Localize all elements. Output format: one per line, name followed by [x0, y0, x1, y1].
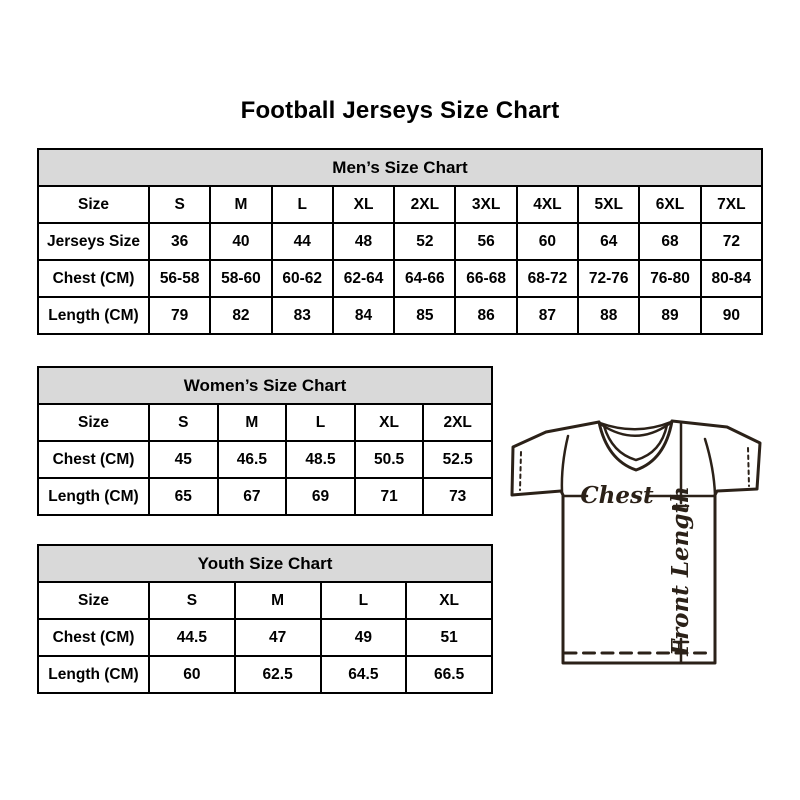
jersey-outline — [512, 421, 760, 663]
value-cell: 64.5 — [321, 656, 407, 693]
table-row — [38, 656, 492, 693]
value-cell: 62-64 — [333, 260, 394, 297]
row-label: Chest (CM) — [38, 619, 149, 656]
value-cell: 58-60 — [210, 260, 271, 297]
value-cell: 36 — [149, 223, 210, 260]
left-cuff-dashed-line — [520, 452, 521, 490]
value-cell: 62.5 — [235, 656, 321, 693]
value-cell: 52.5 — [423, 441, 492, 478]
value-cell: 52 — [394, 223, 455, 260]
jersey-left-sleeve-seam — [562, 436, 568, 492]
value-cell: 2XL — [394, 186, 455, 223]
value-cell: 47 — [235, 619, 321, 656]
value-cell: XL — [355, 404, 424, 441]
value-cell: 7XL — [701, 186, 762, 223]
value-cell: 73 — [423, 478, 492, 515]
value-cell: XL — [406, 582, 492, 619]
value-cell: 48.5 — [286, 441, 355, 478]
table-row — [38, 582, 492, 619]
womens-size-table — [37, 366, 493, 516]
youth-size-table — [37, 544, 493, 694]
table-row — [38, 441, 492, 478]
page-title: Football Jerseys Size Chart — [240, 97, 560, 124]
value-cell: 69 — [286, 478, 355, 515]
value-cell: L — [321, 582, 407, 619]
value-cell: 67 — [218, 478, 287, 515]
table-row — [38, 186, 762, 223]
value-cell: M — [210, 186, 271, 223]
womens-table-title: Women’s Size Chart — [38, 367, 492, 404]
value-cell: 51 — [406, 619, 492, 656]
value-cell: 64-66 — [394, 260, 455, 297]
value-cell: M — [235, 582, 321, 619]
value-cell: M — [218, 404, 287, 441]
value-cell: 56-58 — [149, 260, 210, 297]
value-cell: 90 — [701, 297, 762, 334]
value-cell: 66-68 — [455, 260, 516, 297]
value-cell: 46.5 — [218, 441, 287, 478]
chest-label: Chest — [580, 482, 654, 509]
womens-title-row — [38, 367, 492, 404]
table-row — [38, 404, 492, 441]
value-cell: 71 — [355, 478, 424, 515]
jersey-right-sleeve-seam — [705, 439, 715, 495]
value-cell: 89 — [639, 297, 700, 334]
value-cell: 44 — [272, 223, 333, 260]
value-cell: S — [149, 404, 218, 441]
value-cell: 6XL — [639, 186, 700, 223]
value-cell: 56 — [455, 223, 516, 260]
value-cell: XL — [333, 186, 394, 223]
table-row — [38, 478, 492, 515]
value-cell: 66.5 — [406, 656, 492, 693]
right-cuff-dashed-line — [748, 448, 749, 486]
value-cell: 45 — [149, 441, 218, 478]
value-cell: 40 — [210, 223, 271, 260]
value-cell: 44.5 — [149, 619, 235, 656]
value-cell: L — [272, 186, 333, 223]
row-label: Length (CM) — [38, 297, 149, 334]
value-cell: 72 — [701, 223, 762, 260]
value-cell: 5XL — [578, 186, 639, 223]
value-cell: 50.5 — [355, 441, 424, 478]
value-cell: 82 — [210, 297, 271, 334]
value-cell: S — [149, 186, 210, 223]
value-cell: 2XL — [423, 404, 492, 441]
mens-table-title: Men’s Size Chart — [38, 149, 762, 186]
value-cell: 80-84 — [701, 260, 762, 297]
row-label: Chest (CM) — [38, 260, 149, 297]
row-label: Size — [38, 404, 149, 441]
value-cell: 3XL — [455, 186, 516, 223]
mens-title-row — [38, 149, 762, 186]
value-cell: 49 — [321, 619, 407, 656]
value-cell: L — [286, 404, 355, 441]
value-cell: 83 — [272, 297, 333, 334]
value-cell: S — [149, 582, 235, 619]
mens-size-table — [37, 148, 763, 335]
value-cell: 79 — [149, 297, 210, 334]
row-label: Length (CM) — [38, 478, 149, 515]
row-label: Length (CM) — [38, 656, 149, 693]
value-cell: 84 — [333, 297, 394, 334]
value-cell: 87 — [517, 297, 578, 334]
table-row — [38, 260, 762, 297]
table-row — [38, 223, 762, 260]
row-label: Chest (CM) — [38, 441, 149, 478]
row-label: Size — [38, 186, 149, 223]
row-label: Jerseys Size — [38, 223, 149, 260]
value-cell: 86 — [455, 297, 516, 334]
table-row — [38, 297, 762, 334]
youth-table-title: Youth Size Chart — [38, 545, 492, 582]
value-cell: 60 — [517, 223, 578, 260]
value-cell: 64 — [578, 223, 639, 260]
value-cell: 68-72 — [517, 260, 578, 297]
value-cell: 60-62 — [272, 260, 333, 297]
value-cell: 60 — [149, 656, 235, 693]
value-cell: 4XL — [517, 186, 578, 223]
value-cell: 48 — [333, 223, 394, 260]
front-length-label: Front Length — [667, 486, 694, 656]
value-cell: 65 — [149, 478, 218, 515]
value-cell: 72-76 — [578, 260, 639, 297]
value-cell: 68 — [639, 223, 700, 260]
table-row — [38, 619, 492, 656]
value-cell: 88 — [578, 297, 639, 334]
value-cell: 85 — [394, 297, 455, 334]
jersey-measurement-diagram — [495, 400, 785, 700]
row-label: Size — [38, 582, 149, 619]
value-cell: 76-80 — [639, 260, 700, 297]
youth-title-row — [38, 545, 492, 582]
